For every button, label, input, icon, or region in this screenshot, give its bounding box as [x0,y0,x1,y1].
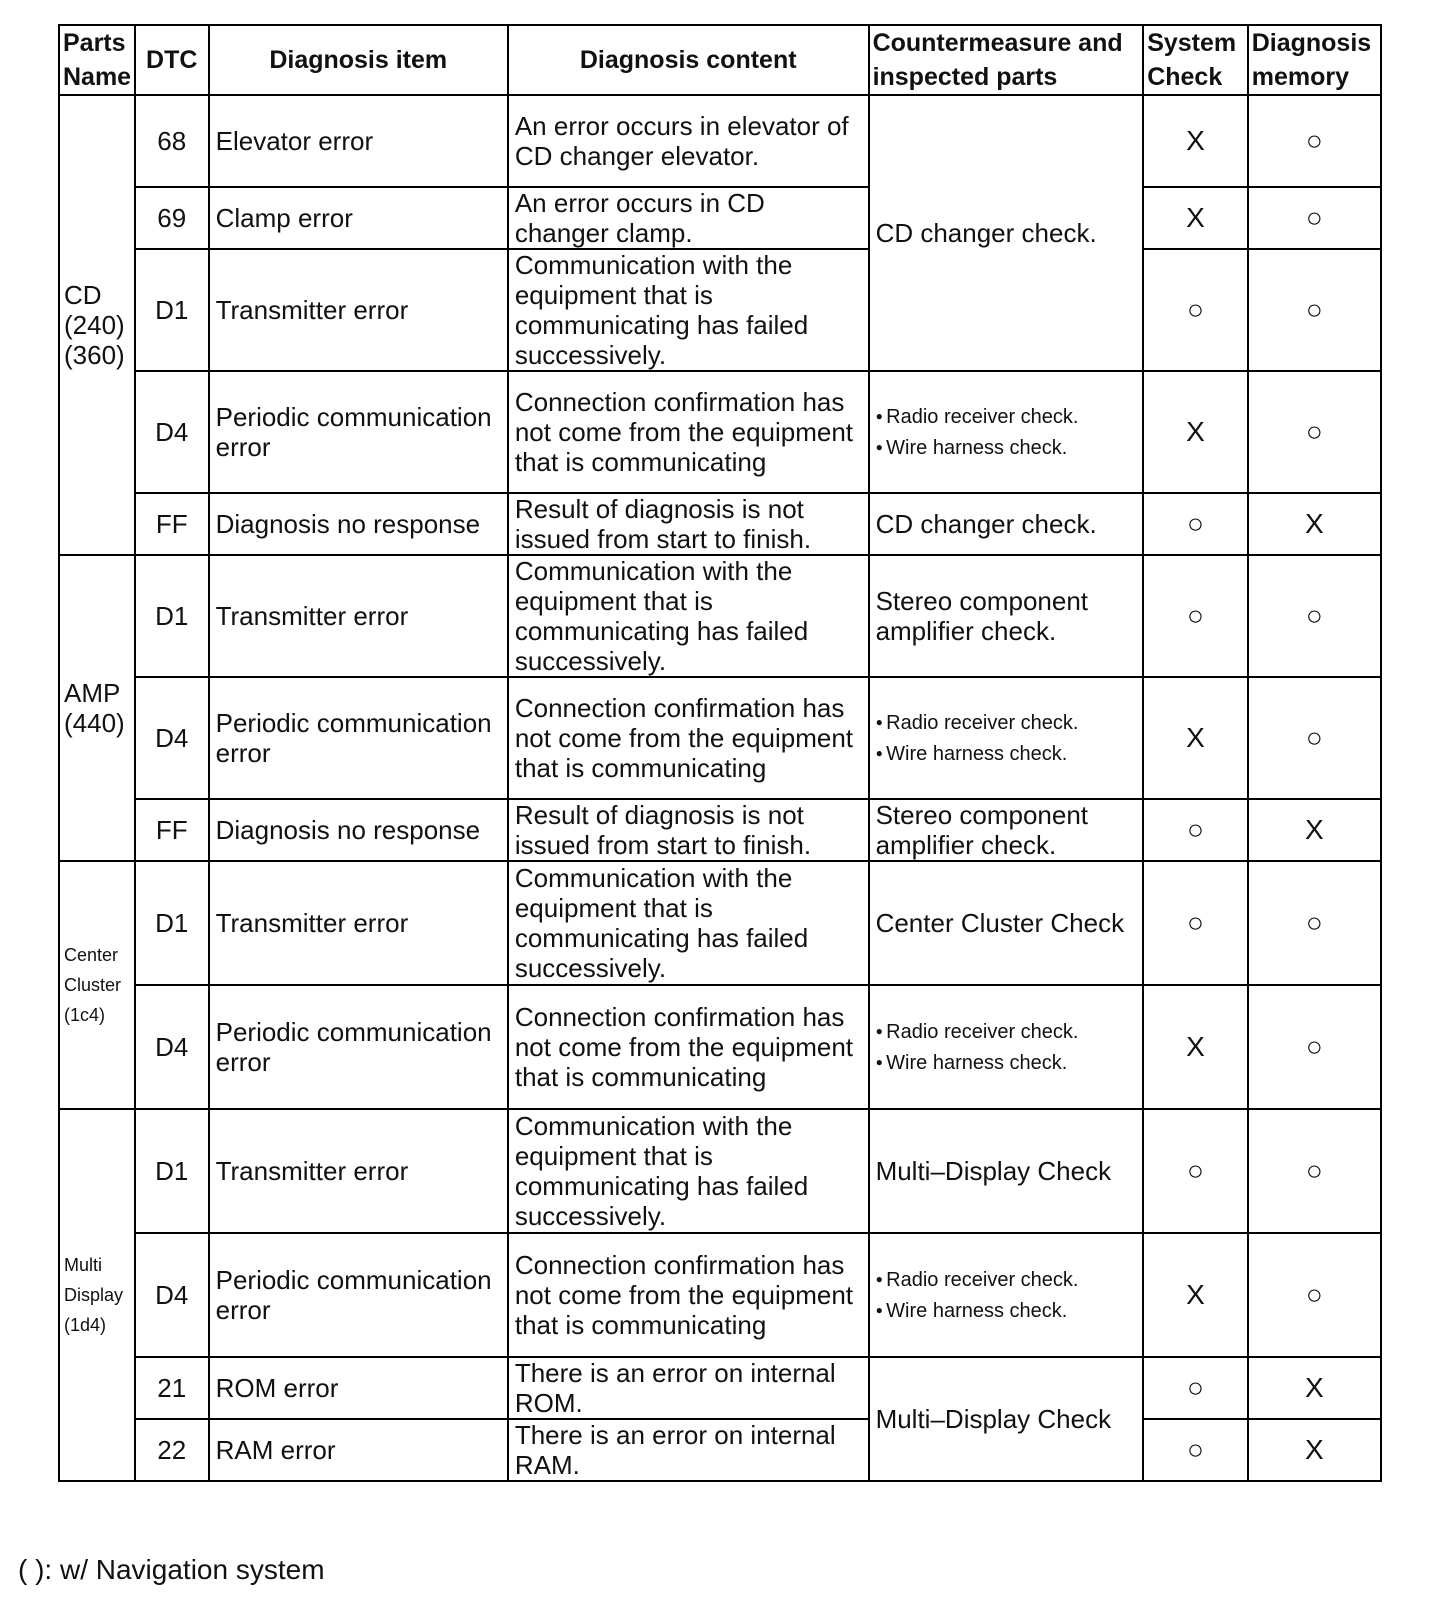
radio-receiver-check: ● Radio receiver check. [876,1264,1137,1295]
group-cd: CD (240) (360) [59,95,135,555]
system-check-mark: X [1143,677,1248,799]
dtc-code: 68 [135,95,209,187]
system-check-mark: ○ [1143,1357,1248,1419]
system-check-mark: X [1143,985,1248,1109]
diagnosis-memory-mark: X [1248,1419,1381,1481]
dtc-code: D4 [135,985,209,1109]
table-row [59,1419,1381,1481]
diagnosis-memory-mark: ○ [1248,985,1381,1109]
table-row [59,187,1381,249]
countermeasure-stereo-amp: Stereo component amplifier check. [869,799,1144,861]
table-row [59,493,1381,555]
system-check-mark: ○ [1143,861,1248,985]
diagnosis-memory-mark: ○ [1248,555,1381,677]
countermeasure-stereo-amp: Stereo component amplifier check. [869,555,1144,677]
dtc-code: D4 [135,371,209,493]
header-row [59,25,1381,95]
group-center-cluster: Center Cluster (1c4) [59,861,135,1109]
table-row [59,861,1381,985]
system-check-mark: X [1143,1233,1248,1357]
radio-receiver-check: ● Radio receiver check. [876,401,1137,432]
table-row [59,985,1381,1109]
diagnosis-content: Communication with the equipment that is communicating has failed successively. [508,1109,869,1233]
diagnosis-item: Transmitter error [209,555,508,677]
table-row [59,249,1381,371]
dtc-code: D4 [135,677,209,799]
countermeasure-bullets [869,1233,1144,1357]
header-diagnosis-item: Diagnosis item [209,25,508,95]
diagnosis-memory-mark: ○ [1248,677,1381,799]
dtc-code: D1 [135,861,209,985]
countermeasure-cd-changer: CD changer check. [869,493,1144,555]
diagnosis-content: Result of diagnosis is not issued from start to finish. [508,799,869,861]
table-row [59,677,1381,799]
dtc-code: FF [135,493,209,555]
system-check-mark: ○ [1143,799,1248,861]
countermeasure-cd-changer: CD changer check. [869,95,1144,371]
table-row [59,1109,1381,1233]
header-parts-name: Parts Name [59,25,135,95]
dtc-code: 22 [135,1419,209,1481]
countermeasure-multi-display: Multi–Display Check [869,1109,1144,1233]
table-row [59,371,1381,493]
header-diagnosis-content: Diagnosis content [508,25,869,95]
table-row [59,1357,1381,1419]
diagnosis-item: Clamp error [209,187,508,249]
diagnosis-content: An error occurs in elevator of CD changer elevator. [508,95,869,187]
radio-receiver-check: ● Radio receiver check. [876,1016,1137,1047]
countermeasure-center-cluster: Center Cluster Check [869,861,1144,985]
diagnosis-content: Communication with the equipment that is communicating has failed successively. [508,555,869,677]
diagnosis-content: Connection confirmation has not come from the equipment that is communicating [508,985,869,1109]
dtc-table [58,24,1382,1482]
diagnosis-content: Result of diagnosis is not issued from start to finish. [508,493,869,555]
dtc-code: D1 [135,555,209,677]
diagnosis-memory-mark: ○ [1248,95,1381,187]
header-diagnosis-memory: Diagnosis memory [1248,25,1381,95]
wire-harness-check: ● Wire harness check. [876,1295,1137,1326]
diagnosis-content: An error occurs in CD changer clamp. [508,187,869,249]
dtc-code: FF [135,799,209,861]
dtc-code: D1 [135,1109,209,1233]
diagnosis-item: Transmitter error [209,249,508,371]
diagnosis-item: Periodic communication error [209,985,508,1109]
system-check-mark: ○ [1143,1419,1248,1481]
countermeasure-bullets [869,985,1144,1109]
table-row [59,555,1381,677]
system-check-mark: ○ [1143,249,1248,371]
system-check-mark: X [1143,371,1248,493]
table-row [59,799,1381,861]
radio-receiver-check: ● Radio receiver check. [876,707,1137,738]
diagnosis-content: Connection confirmation has not come from the equipment that is communicating [508,371,869,493]
wire-harness-check: ● Wire harness check. [876,738,1137,769]
diagnosis-memory-mark: ○ [1248,371,1381,493]
countermeasure-multi-display: Multi–Display Check [869,1357,1144,1481]
diagnosis-memory-mark: X [1248,799,1381,861]
diagnosis-item: Periodic communication error [209,677,508,799]
footnote: ( ): w/ Navigation system [18,1554,325,1585]
diagnosis-memory-mark: X [1248,1357,1381,1419]
diagnosis-item: ROM error [209,1357,508,1419]
diagnosis-item: Transmitter error [209,861,508,985]
diagnosis-content: Connection confirmation has not come from the equipment that is communicating [508,677,869,799]
diagnosis-memory-mark: ○ [1248,1233,1381,1357]
header-dtc: DTC [135,25,209,95]
system-check-mark: ○ [1143,555,1248,677]
wire-harness-check: ● Wire harness check. [876,1047,1137,1078]
wire-harness-check: ● Wire harness check. [876,432,1137,463]
group-amp: AMP (440) [59,555,135,861]
system-check-mark: ○ [1143,1109,1248,1233]
diagnosis-content: Communication with the equipment that is communicating has failed successively. [508,249,869,371]
diagnosis-item: Diagnosis no response [209,799,508,861]
diagnosis-memory-mark: ○ [1248,249,1381,371]
diagnosis-item: Periodic communication error [209,371,508,493]
group-multi-display: Multi Display (1d4) [59,1109,135,1481]
dtc-code: 21 [135,1357,209,1419]
countermeasure-bullets [869,677,1144,799]
diagnosis-content: Communication with the equipment that is communicating has failed successively. [508,861,869,985]
diagnosis-memory-mark: X [1248,493,1381,555]
diagnosis-memory-mark: ○ [1248,1109,1381,1233]
countermeasure-bullets [869,371,1144,493]
diagnosis-item: RAM error [209,1419,508,1481]
table-row [59,1233,1381,1357]
diagnosis-memory-mark: ○ [1248,187,1381,249]
dtc-code: D4 [135,1233,209,1357]
diagnosis-content: Connection confirmation has not come from the equipment that is communicating [508,1233,869,1357]
diagnosis-item: Transmitter error [209,1109,508,1233]
diagnosis-content: There is an error on internal RAM. [508,1419,869,1481]
system-check-mark: X [1143,187,1248,249]
header-countermeasure: Countermeasure and inspected parts [869,25,1144,95]
diagnosis-item: Periodic communication error [209,1233,508,1357]
diagnosis-content: There is an error on internal ROM. [508,1357,869,1419]
table-row [59,95,1381,187]
dtc-code: 69 [135,187,209,249]
system-check-mark: X [1143,95,1248,187]
diagnosis-memory-mark: ○ [1248,861,1381,985]
diagnosis-item: Elevator error [209,95,508,187]
diagnosis-item: Diagnosis no response [209,493,508,555]
header-system-check: System Check [1143,25,1248,95]
dtc-code: D1 [135,249,209,371]
system-check-mark: ○ [1143,493,1248,555]
